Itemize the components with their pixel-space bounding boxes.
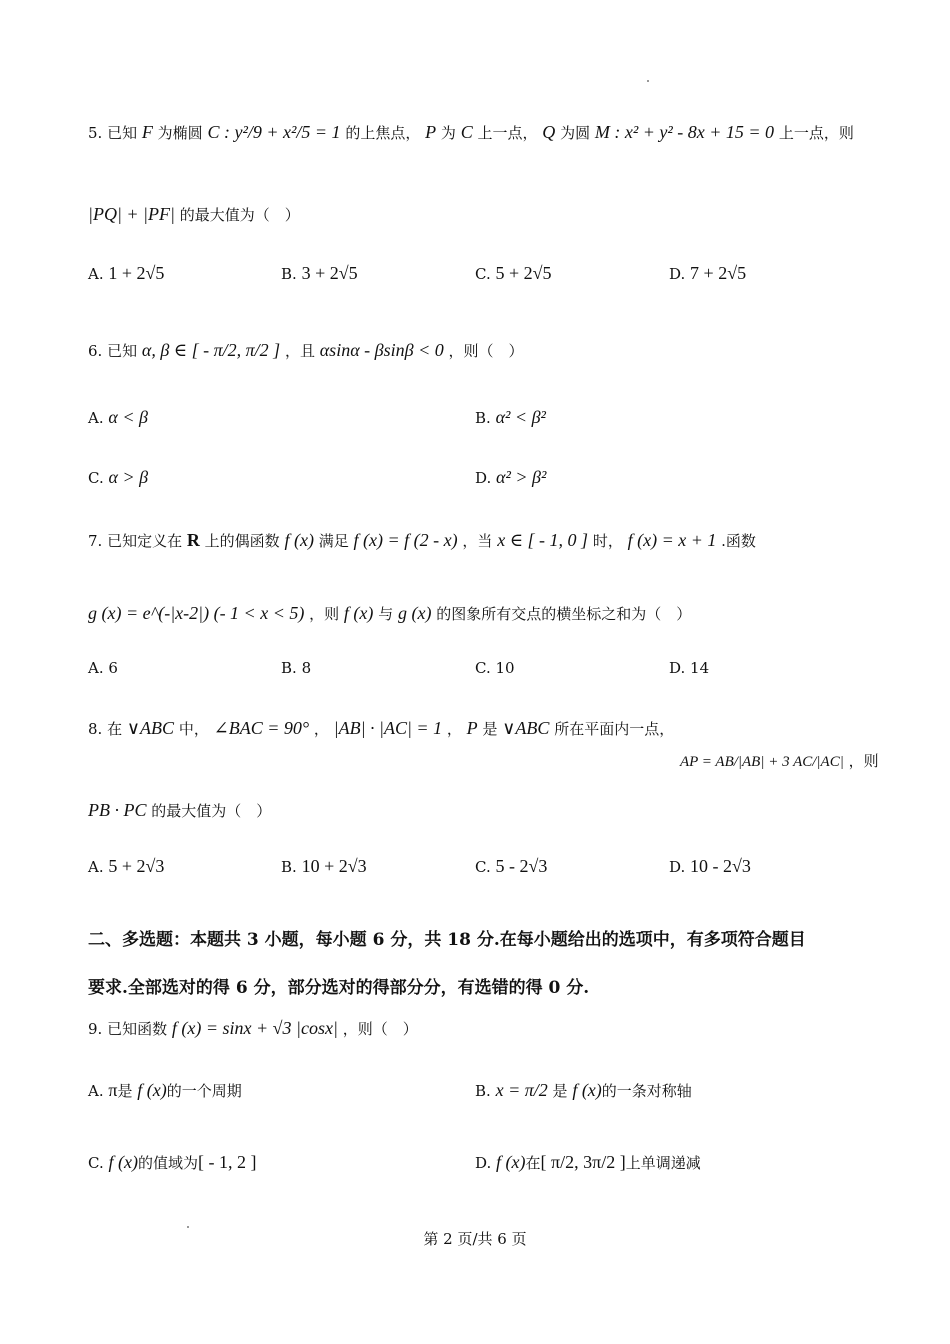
q9-option-a[interactable]: A. π是 f (x)的一个周期 [88, 1080, 242, 1100]
q7-option-b[interactable]: B. 8 [281, 659, 312, 677]
q6-option-d[interactable]: D. α² > β² [475, 467, 547, 487]
q8-stem-line2: PB · PC 的最大值为（ ） [88, 800, 272, 820]
q5-option-c[interactable]: C. 5 + 2√5 [475, 263, 552, 283]
q5-option-b[interactable]: B. 3 + 2√5 [281, 263, 358, 283]
ellipse-equation: C : y²/9 + x²/5 = 1 [207, 122, 341, 142]
q7-g-function: g (x) = e^(-|x-2|) (- 1 < x < 5) [88, 603, 305, 623]
q7-option-d[interactable]: D. 14 [669, 659, 710, 677]
q9-function: f (x) = sinx + √3 |cosx| [171, 1018, 338, 1038]
q8-option-d[interactable]: D. 10 - 2√3 [669, 856, 751, 876]
q9-option-c[interactable]: C. f (x)的值域为[ - 1, 2 ] [88, 1152, 257, 1172]
q9-stem: 9. 已知函数 f (x) = sinx + √3 |cosx| ，则（ ） [88, 1018, 418, 1038]
q9-option-d[interactable]: D. f (x)在[ π/2, 3π/2 ]上单调递减 [475, 1152, 701, 1172]
q9-option-b[interactable]: B. x = π/2 是 f (x)的一条对称轴 [475, 1080, 692, 1100]
q8-option-b[interactable]: B. 10 + 2√3 [281, 856, 367, 876]
q6-stem: 6. 已知 α, β ∈ [ - π/2, π/2 ] ，且 αsinα - βsinβ < 0 ，则（ ） [88, 340, 524, 360]
q8-vector-equation: AP = AB/|AB| + 3 AC/|AC| [680, 754, 844, 770]
q8-stem-line1: 8. 在 ∨ABC 中， ∠BAC = 90° ， |AB| · |AC| = 1 ， P 是 ∨ABC 所在平面内一点， [88, 718, 675, 738]
q5-stem-line2: |PQ| + |PF| 的最大值为（ ） [88, 204, 300, 224]
section2-heading-line2: 要求.全部选对的得 6 分，部分选对的得部分分，有选错的得 0 分. [88, 978, 590, 998]
page-footer: 第 2 页/共 6 页 [423, 1230, 527, 1248]
q6-option-a[interactable]: A. α < β [88, 407, 148, 427]
q6-option-b[interactable]: B. α² < β² [475, 407, 546, 427]
q5-expression: |PQ| + |PF| [88, 204, 175, 224]
q8-option-a[interactable]: A. 5 + 2√3 [88, 856, 165, 876]
scan-dot [647, 80, 649, 82]
q6-option-c[interactable]: C. α > β [88, 467, 149, 487]
q7-stem-line2: g (x) = e^(-|x-2|) (- 1 < x < 5) ，则 f (x) 与 g (x) 的图象所有交点的横坐标之和为（ ） [88, 603, 692, 623]
q5-stem-line1: 5. 已知 F 为椭圆 C : y²/9 + x²/5 = 1 的上焦点， P 为 C 上一点， Q 为圆 M : x² + y² - 8x + 15 = 0 上一点，则 [88, 122, 854, 142]
q7-option-a[interactable]: A. 6 [88, 659, 118, 677]
q7-stem-line1: 7. 已知定义在 R 上的偶函数 f (x) 满足 f (x) = f (2 - x) ，当 x ∈ [ - 1, 0 ] 时， f (x) = x + 1 .函数 [88, 530, 756, 550]
q8-option-c[interactable]: C. 5 - 2√3 [475, 856, 548, 876]
section2-heading-line1: 二、多选题：本题共 3 小题，每小题 6 分，共 18 分.在每小题给出的选项中，有多项符合题目 [88, 930, 806, 950]
q5-option-d[interactable]: D. 7 + 2√5 [669, 263, 747, 283]
q7-option-c[interactable]: C. 10 [475, 659, 515, 677]
circle-equation: M : x² + y² - 8x + 15 = 0 [594, 122, 775, 142]
q6-condition-inequality: αsinα - βsinβ < 0 [319, 340, 444, 360]
q6-condition-range: α, β ∈ [ - π/2, π/2 ] [141, 340, 281, 360]
q5-option-a[interactable]: A. 1 + 2√5 [88, 263, 165, 283]
q8-vector-line: AP = AB/|AB| + 3 AC/|AC| ，则 [680, 752, 879, 770]
